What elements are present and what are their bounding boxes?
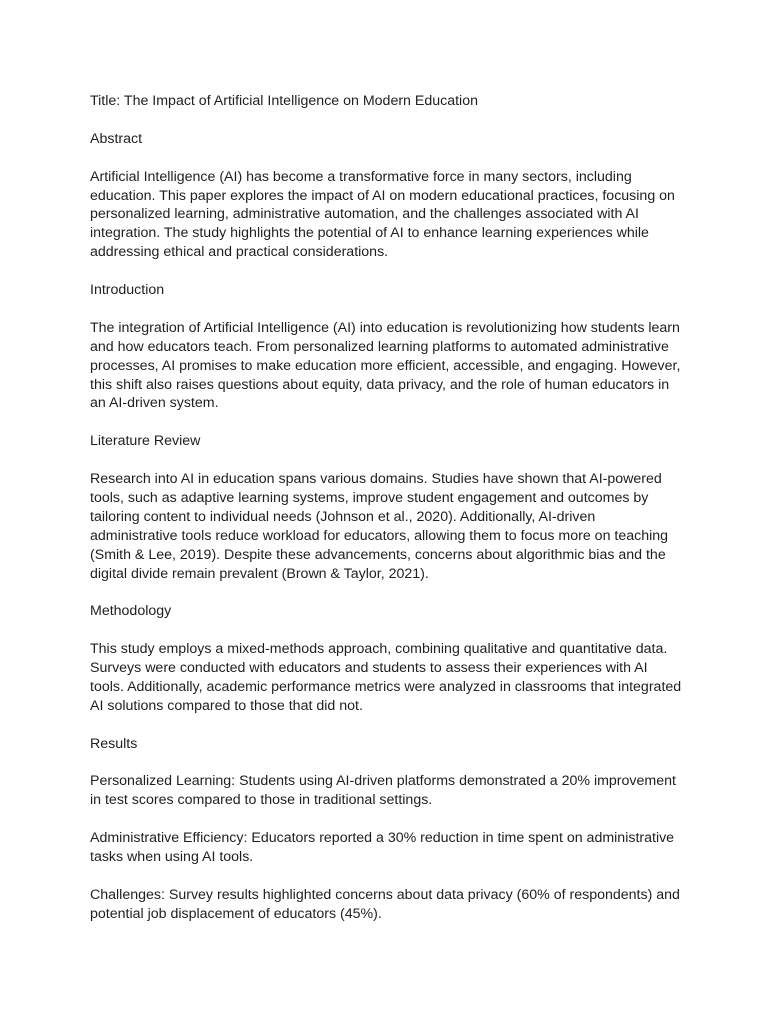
methodology-paragraph: This study employs a mixed-methods approach, combining qualitative and quantitative data. Surveys were conducted with educators and students to assess their experiences with AI tools. Additionally, academic performance metrics were analyzed in classrooms that integrated AI solutions compared to those that did not. [90, 641, 682, 714]
results-personalized-learning: Personalized Learning: Students using AI-driven platforms demonstrated a 20% improvement in test scores compared to those in traditional settings. [90, 773, 676, 809]
results-challenges: Challenges: Survey results highlighted concerns about data privacy (60% of respondents) and potential job displacement of educators (45%). [90, 886, 680, 922]
methodology-heading: Methodology [90, 603, 172, 620]
results-heading: Results [90, 735, 138, 752]
literature-review-heading: Literature Review [90, 433, 201, 450]
abstract-paragraph: Artificial Intelligence (AI) has become a transformative force in many sectors, including education. This paper explores the impact of AI on modern educational practices, focusing on personalized learning, administrative automation, and the challenges associated with AI integration. The study highlights the potential of AI to enhance learning experiences while addressing ethical and practical considerations. [90, 168, 675, 261]
results-administrative-efficiency: Administrative Efficiency: Educators reported a 30% reduction in time spent on administrative tasks when using AI tools. [90, 830, 675, 866]
paper-title: Title: The Impact of Artificial Intelligence on Modern Education [90, 93, 478, 109]
introduction-paragraph: The integration of Artificial Intelligence (AI) into education is revolutionizing how students learn and how educators teach. From personalized learning platforms to automated administrative processes, AI promises to make education more efficient, accessible, and engaging. However, this shift also raises questions about equity, data privacy, and the role of human educators in an AI-driven system. [90, 319, 681, 412]
abstract-heading: Abstract [90, 130, 143, 147]
document-body [90, 92, 682, 924]
literature-review-paragraph: Research into AI in education spans various domains. Studies have shown that AI-powered tools, such as adaptive learning systems, improve student engagement and outcomes by tailoring content to individual needs (Johnson et al., 2020). Additionally, AI-driven administrative tools reduce workload for educators, allowing them to focus more on teaching (Smith & Lee, 2019). Despite these advancements, concerns about algorithmic bias and the digital divide remain prevalent (Brown & Taylor, 2021). [90, 471, 669, 582]
introduction-heading: Introduction [90, 282, 165, 299]
